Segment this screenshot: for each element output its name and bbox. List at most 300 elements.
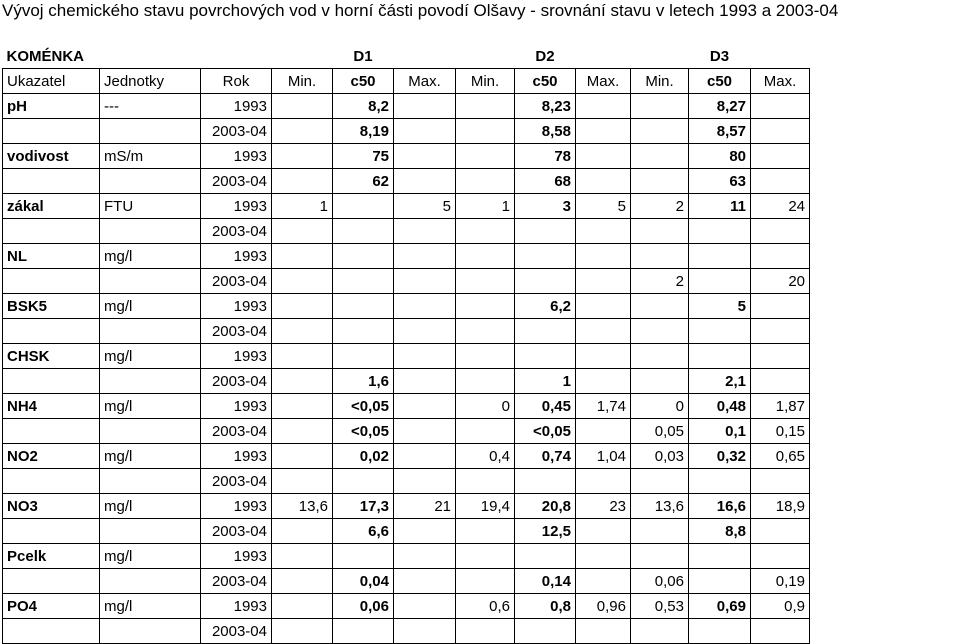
table-cell: 17,3 xyxy=(333,494,394,519)
table-cell xyxy=(631,244,689,269)
table-cell xyxy=(100,219,201,244)
table-cell xyxy=(576,369,631,394)
table-cell xyxy=(576,144,631,169)
table-cell: FTU xyxy=(100,194,201,219)
table-row xyxy=(3,169,810,194)
table-cell xyxy=(576,469,631,494)
table-cell xyxy=(394,569,456,594)
table-cell: NL xyxy=(3,244,100,269)
table-cell xyxy=(751,619,810,644)
table-cell: mg/l xyxy=(100,494,201,519)
table-cell xyxy=(272,319,333,344)
table-cell: 0,45 xyxy=(515,394,576,419)
table-cell xyxy=(3,269,100,294)
table-cell xyxy=(3,519,100,544)
table-row xyxy=(3,494,810,519)
table-cell xyxy=(272,294,333,319)
table-row xyxy=(3,144,810,169)
table-cell: 1993 xyxy=(201,344,272,369)
table-cell: 1 xyxy=(515,369,576,394)
table-cell: 2003-04 xyxy=(201,269,272,294)
table-cell: 1993 xyxy=(201,544,272,569)
table-cell xyxy=(3,219,100,244)
table-cell xyxy=(689,269,751,294)
table-cell: 23 xyxy=(576,494,631,519)
table-cell: 2003-04 xyxy=(201,419,272,444)
table-cell: 2003-04 xyxy=(201,569,272,594)
table-cell xyxy=(100,469,201,494)
table-cell xyxy=(394,144,456,169)
table-row xyxy=(3,594,810,619)
table-cell: 1,04 xyxy=(576,444,631,469)
table-cell: 0 xyxy=(456,394,515,419)
table-cell: 1993 xyxy=(201,194,272,219)
table-cell xyxy=(689,219,751,244)
table-cell: 2003-04 xyxy=(201,519,272,544)
table-cell: NO2 xyxy=(3,444,100,469)
table-cell: 5 xyxy=(394,194,456,219)
col-header: c50 xyxy=(515,69,576,94)
table-cell xyxy=(456,419,515,444)
table-cell: 0,48 xyxy=(689,394,751,419)
table-cell: 1993 xyxy=(201,94,272,119)
table-row xyxy=(3,119,810,144)
table-cell: mg/l xyxy=(100,444,201,469)
table-cell: CHSK xyxy=(3,344,100,369)
table-row xyxy=(3,619,810,644)
table-row xyxy=(3,244,810,269)
table-cell: BSK5 xyxy=(3,294,100,319)
table-cell xyxy=(394,594,456,619)
table-cell xyxy=(272,594,333,619)
table-cell xyxy=(576,169,631,194)
column-header-row xyxy=(3,69,810,94)
table-cell xyxy=(100,569,201,594)
table-row xyxy=(3,569,810,594)
table-cell xyxy=(576,219,631,244)
table-cell xyxy=(272,544,333,569)
table-cell: 0,53 xyxy=(631,594,689,619)
table-cell xyxy=(751,544,810,569)
table-cell xyxy=(576,269,631,294)
table-row xyxy=(3,344,810,369)
table-cell: 2,1 xyxy=(689,369,751,394)
table-cell xyxy=(333,544,394,569)
table-cell: 75 xyxy=(333,144,394,169)
table-cell xyxy=(456,369,515,394)
table-cell xyxy=(689,344,751,369)
group-d1: D1 xyxy=(353,47,373,65)
table-cell xyxy=(456,169,515,194)
group-d3: D3 xyxy=(709,47,730,65)
table-cell: 2003-04 xyxy=(201,469,272,494)
table-cell: 0,6 xyxy=(456,594,515,619)
table-cell: mg/l xyxy=(100,394,201,419)
table-cell: 13,6 xyxy=(272,494,333,519)
table-cell xyxy=(394,344,456,369)
table-cell xyxy=(689,469,751,494)
table-cell xyxy=(394,294,456,319)
table-cell xyxy=(751,319,810,344)
table-cell xyxy=(631,219,689,244)
table-cell: 0,06 xyxy=(631,569,689,594)
table-cell xyxy=(456,219,515,244)
table-cell: Pcelk xyxy=(3,544,100,569)
table-cell xyxy=(394,219,456,244)
table-cell: 18,9 xyxy=(751,494,810,519)
table-cell: 20 xyxy=(751,269,810,294)
table-cell xyxy=(456,244,515,269)
table-cell xyxy=(394,244,456,269)
table-cell xyxy=(751,469,810,494)
table-row xyxy=(3,319,810,344)
table-cell xyxy=(689,619,751,644)
table-cell xyxy=(333,619,394,644)
table-cell: 62 xyxy=(333,169,394,194)
table-cell xyxy=(333,219,394,244)
table-cell: NH4 xyxy=(3,394,100,419)
table-cell: 1993 xyxy=(201,444,272,469)
table-cell xyxy=(272,344,333,369)
table-row xyxy=(3,219,810,244)
table-cell xyxy=(631,344,689,369)
table-cell xyxy=(272,419,333,444)
table-cell: 1993 xyxy=(201,144,272,169)
table-cell: 0,96 xyxy=(576,594,631,619)
table-cell: 1993 xyxy=(201,394,272,419)
table-cell xyxy=(272,144,333,169)
table-cell xyxy=(456,94,515,119)
table-cell: 11 xyxy=(689,194,751,219)
table-cell xyxy=(394,444,456,469)
table-cell xyxy=(576,569,631,594)
table-cell xyxy=(272,569,333,594)
table-cell: 0,69 xyxy=(689,594,751,619)
table-cell xyxy=(576,319,631,344)
table-cell: <0,05 xyxy=(515,419,576,444)
table-cell xyxy=(456,269,515,294)
table-cell xyxy=(751,119,810,144)
table-cell xyxy=(394,119,456,144)
table-cell: 1 xyxy=(456,194,515,219)
table-cell xyxy=(394,394,456,419)
table-cell: 0,65 xyxy=(751,444,810,469)
table-cell xyxy=(576,619,631,644)
table-cell xyxy=(394,269,456,294)
table-cell xyxy=(576,94,631,119)
table-cell xyxy=(576,244,631,269)
table-cell: 0,9 xyxy=(751,594,810,619)
table-cell xyxy=(576,119,631,144)
table-cell xyxy=(631,544,689,569)
table-cell xyxy=(333,244,394,269)
table-row xyxy=(3,444,810,469)
table-cell xyxy=(3,619,100,644)
table-cell xyxy=(631,619,689,644)
table-cell: 0,1 xyxy=(689,419,751,444)
table-cell xyxy=(515,244,576,269)
table-cell: 13,6 xyxy=(631,494,689,519)
table-cell: 2003-04 xyxy=(201,119,272,144)
table-cell: 1993 xyxy=(201,494,272,519)
table-cell xyxy=(100,269,201,294)
table-cell xyxy=(576,544,631,569)
table-cell xyxy=(751,144,810,169)
table-row xyxy=(3,269,810,294)
table-cell xyxy=(333,294,394,319)
table-cell xyxy=(751,169,810,194)
table-row xyxy=(3,394,810,419)
table-cell xyxy=(456,519,515,544)
table-cell xyxy=(689,244,751,269)
table-row xyxy=(3,544,810,569)
table-cell xyxy=(394,544,456,569)
table-cell xyxy=(100,519,201,544)
col-header: Jednotky xyxy=(100,69,201,94)
col-header: c50 xyxy=(689,69,751,94)
table-row xyxy=(3,94,810,119)
table-cell xyxy=(3,319,100,344)
col-header: Min. xyxy=(272,69,333,94)
table-cell xyxy=(751,244,810,269)
table-cell: mg/l xyxy=(100,294,201,319)
table-cell xyxy=(333,319,394,344)
table-cell xyxy=(272,269,333,294)
table-cell xyxy=(3,369,100,394)
table-cell: 0,74 xyxy=(515,444,576,469)
table-cell xyxy=(456,344,515,369)
table-cell: 1993 xyxy=(201,594,272,619)
site-name: KOMÉNKA xyxy=(6,47,84,65)
table-cell: 8,8 xyxy=(689,519,751,544)
table-cell: 2003-04 xyxy=(201,619,272,644)
table-cell: 2003-04 xyxy=(201,369,272,394)
table-cell: 1993 xyxy=(201,294,272,319)
table-cell xyxy=(631,144,689,169)
table-cell xyxy=(631,469,689,494)
table-cell xyxy=(515,219,576,244)
table-cell xyxy=(333,344,394,369)
table-cell xyxy=(689,544,751,569)
table-cell xyxy=(394,319,456,344)
table-cell xyxy=(100,419,201,444)
table-cell xyxy=(576,294,631,319)
table-cell: 3 xyxy=(515,194,576,219)
table-cell xyxy=(394,469,456,494)
table-cell: 0,03 xyxy=(631,444,689,469)
col-header: Ukazatel xyxy=(3,69,100,94)
table-cell xyxy=(456,469,515,494)
table-cell: mg/l xyxy=(100,244,201,269)
table-cell: pH xyxy=(3,94,100,119)
table-cell xyxy=(272,169,333,194)
table-cell xyxy=(515,619,576,644)
table-cell: 6,2 xyxy=(515,294,576,319)
table-cell xyxy=(272,94,333,119)
table-cell: 2003-04 xyxy=(201,169,272,194)
table-cell xyxy=(394,169,456,194)
col-header: Max. xyxy=(394,69,456,94)
table-cell xyxy=(456,319,515,344)
table-cell xyxy=(576,419,631,444)
table-cell xyxy=(3,169,100,194)
col-header: Min. xyxy=(631,69,689,94)
page-title: Vývoj chemického stavu povrchových vod v horní části povodí Olšavy - srovnání stavu v letech 1993 a 2003-04 xyxy=(2,1,839,20)
table-cell xyxy=(456,119,515,144)
col-header: c50 xyxy=(333,69,394,94)
table-cell xyxy=(576,519,631,544)
table-cell xyxy=(100,319,201,344)
table-cell: mg/l xyxy=(100,544,201,569)
table-cell xyxy=(751,94,810,119)
table-row xyxy=(3,519,810,544)
table-cell xyxy=(751,344,810,369)
table-cell xyxy=(333,269,394,294)
table-cell: 0,15 xyxy=(751,419,810,444)
table-cell: vodivost xyxy=(3,144,100,169)
table-cell xyxy=(456,619,515,644)
table-cell xyxy=(631,369,689,394)
table-cell: 1993 xyxy=(201,244,272,269)
table-cell xyxy=(3,469,100,494)
table-cell: 20,8 xyxy=(515,494,576,519)
table-cell: 1,74 xyxy=(576,394,631,419)
table-cell: 0,4 xyxy=(456,444,515,469)
table-row xyxy=(3,419,810,444)
table-cell xyxy=(272,369,333,394)
data-table xyxy=(2,44,810,644)
table-cell xyxy=(515,344,576,369)
table-cell: 2003-04 xyxy=(201,319,272,344)
group-d2: D2 xyxy=(535,47,555,65)
table-cell: 8,2 xyxy=(333,94,394,119)
col-header: Max. xyxy=(751,69,810,94)
table-cell: 0,02 xyxy=(333,444,394,469)
table-cell: 5 xyxy=(576,194,631,219)
table-cell: 0,19 xyxy=(751,569,810,594)
table-cell xyxy=(272,469,333,494)
table-cell: <0,05 xyxy=(333,419,394,444)
table-cell: 8,19 xyxy=(333,119,394,144)
table-cell: 0,14 xyxy=(515,569,576,594)
table-cell xyxy=(515,544,576,569)
table-cell xyxy=(100,369,201,394)
table-cell: zákal xyxy=(3,194,100,219)
table-cell: 24 xyxy=(751,194,810,219)
table-cell xyxy=(631,119,689,144)
table-cell xyxy=(576,344,631,369)
table-cell xyxy=(631,319,689,344)
table-cell xyxy=(333,469,394,494)
table-cell: <0,05 xyxy=(333,394,394,419)
table-cell: 2 xyxy=(631,269,689,294)
data-table-wrap xyxy=(2,44,810,644)
table-cell xyxy=(272,444,333,469)
table-cell xyxy=(751,219,810,244)
table-cell xyxy=(456,569,515,594)
table-cell xyxy=(3,119,100,144)
table-cell: PO4 xyxy=(3,594,100,619)
table-cell: 1,87 xyxy=(751,394,810,419)
table-row xyxy=(3,469,810,494)
table-cell xyxy=(515,319,576,344)
table-cell: 2 xyxy=(631,194,689,219)
table-cell: 0 xyxy=(631,394,689,419)
table-cell: 12,5 xyxy=(515,519,576,544)
table-cell xyxy=(515,469,576,494)
table-cell: NO3 xyxy=(3,494,100,519)
table-cell xyxy=(751,369,810,394)
table-cell xyxy=(751,294,810,319)
table-cell xyxy=(631,294,689,319)
table-cell: 1,6 xyxy=(333,369,394,394)
table-row xyxy=(3,369,810,394)
table-cell xyxy=(456,294,515,319)
table-cell xyxy=(272,244,333,269)
table-cell xyxy=(751,519,810,544)
table-row xyxy=(3,294,810,319)
table-cell xyxy=(394,369,456,394)
table-cell: 68 xyxy=(515,169,576,194)
table-cell xyxy=(631,519,689,544)
table-cell xyxy=(100,169,201,194)
table-cell: 0,8 xyxy=(515,594,576,619)
table-cell xyxy=(456,144,515,169)
table-cell: 2003-04 xyxy=(201,219,272,244)
table-row xyxy=(3,194,810,219)
table-cell xyxy=(3,419,100,444)
table-cell: mg/l xyxy=(100,344,201,369)
table-cell xyxy=(689,319,751,344)
table-cell xyxy=(272,619,333,644)
table-cell xyxy=(100,619,201,644)
table-cell: 0,32 xyxy=(689,444,751,469)
table-cell xyxy=(515,269,576,294)
table-cell xyxy=(394,419,456,444)
table-cell: mg/l xyxy=(100,594,201,619)
table-cell: 19,4 xyxy=(456,494,515,519)
table-cell xyxy=(631,94,689,119)
table-cell: 0,04 xyxy=(333,569,394,594)
col-header: Min. xyxy=(456,69,515,94)
table-cell xyxy=(333,194,394,219)
col-header: Rok xyxy=(201,69,272,94)
table-cell: --- xyxy=(100,94,201,119)
table-cell: 0,05 xyxy=(631,419,689,444)
table-cell: 1 xyxy=(272,194,333,219)
table-cell: 63 xyxy=(689,169,751,194)
table-cell: 21 xyxy=(394,494,456,519)
table-cell xyxy=(689,569,751,594)
table-cell: 80 xyxy=(689,144,751,169)
table-cell: 0,06 xyxy=(333,594,394,619)
table-cell xyxy=(394,619,456,644)
table-cell: 5 xyxy=(689,294,751,319)
group-header-row xyxy=(3,44,810,69)
table-cell: 6,6 xyxy=(333,519,394,544)
table-cell xyxy=(631,169,689,194)
table-cell xyxy=(394,94,456,119)
table-cell: 16,6 xyxy=(689,494,751,519)
table-cell: 78 xyxy=(515,144,576,169)
table-cell: mS/m xyxy=(100,144,201,169)
table-cell xyxy=(394,519,456,544)
table-cell xyxy=(272,519,333,544)
table-cell: 8,27 xyxy=(689,94,751,119)
table-cell: 8,57 xyxy=(689,119,751,144)
table-cell: 8,58 xyxy=(515,119,576,144)
table-cell xyxy=(272,219,333,244)
